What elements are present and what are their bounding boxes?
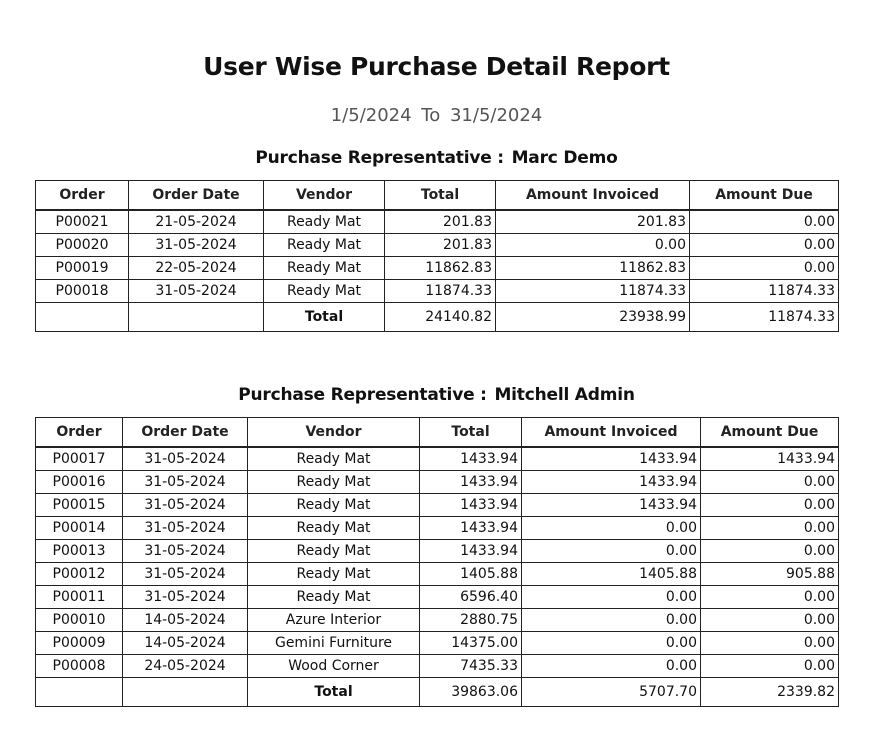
table-row (36, 447, 839, 471)
column-header-amount-invoiced: Amount Invoiced (496, 181, 690, 211)
order-cell: P00009 (36, 632, 123, 655)
table-row (36, 471, 839, 494)
table-row (36, 234, 839, 257)
total-cell: 1433.94 (420, 447, 522, 471)
order-cell: P00016 (36, 471, 123, 494)
section-heading-mitchell-admin (0, 385, 873, 405)
empty-cell (36, 678, 123, 707)
table-header-row (36, 418, 839, 448)
amount-due-cell: 0.00 (701, 471, 839, 494)
amount-due-cell: 0.00 (701, 494, 839, 517)
order-date-cell: 31-05-2024 (123, 563, 248, 586)
order-date-cell: 31-05-2024 (129, 280, 264, 303)
order-cell: P00018 (36, 280, 129, 303)
grand-invoiced-cell: 5707.70 (522, 678, 701, 707)
column-header-total: Total (385, 181, 496, 211)
table-row (36, 517, 839, 540)
date-from: 1/5/2024 (330, 105, 412, 126)
amount-due-cell: 0.00 (690, 257, 839, 280)
vendor-cell: Ready Mat (248, 540, 420, 563)
table-row (36, 632, 839, 655)
table-row (36, 257, 839, 280)
column-header-order-date: Order Date (123, 418, 248, 448)
table-row (36, 655, 839, 678)
order-date-cell: 21-05-2024 (129, 210, 264, 234)
column-header-amount-due: Amount Due (701, 418, 839, 448)
total-cell: 1433.94 (420, 471, 522, 494)
totals-row (36, 303, 839, 332)
amount-due-cell: 0.00 (701, 609, 839, 632)
vendor-cell: Ready Mat (248, 471, 420, 494)
column-header-order: Order (36, 181, 129, 211)
date-separator: To (421, 105, 441, 126)
vendor-cell: Gemini Furniture (248, 632, 420, 655)
empty-cell (123, 678, 248, 707)
column-header-amount-due: Amount Due (690, 181, 839, 211)
empty-cell (129, 303, 264, 332)
total-cell: 1433.94 (420, 540, 522, 563)
amount-invoiced-cell: 0.00 (522, 540, 701, 563)
column-header-amount-invoiced: Amount Invoiced (522, 418, 701, 448)
total-cell: 2880.75 (420, 609, 522, 632)
order-date-cell: 31-05-2024 (123, 494, 248, 517)
amount-due-cell: 0.00 (690, 210, 839, 234)
amount-due-cell: 0.00 (701, 517, 839, 540)
total-cell: 14375.00 (420, 632, 522, 655)
report-title: User Wise Purchase Detail Report (203, 52, 670, 81)
rep-name: Marc Demo (511, 148, 618, 168)
order-date-cell: 31-05-2024 (123, 586, 248, 609)
order-date-cell: 22-05-2024 (129, 257, 264, 280)
vendor-cell: Ready Mat (248, 494, 420, 517)
amount-invoiced-cell: 0.00 (522, 609, 701, 632)
amount-invoiced-cell: 1433.94 (522, 447, 701, 471)
amount-invoiced-cell: 0.00 (522, 517, 701, 540)
table-row (36, 494, 839, 517)
vendor-cell: Wood Corner (248, 655, 420, 678)
total-cell: 11862.83 (385, 257, 496, 280)
amount-invoiced-cell: 11874.33 (496, 280, 690, 303)
column-header-order-date: Order Date (129, 181, 264, 211)
order-date-cell: 14-05-2024 (123, 609, 248, 632)
order-date-cell: 31-05-2024 (123, 517, 248, 540)
order-date-cell: 31-05-2024 (123, 471, 248, 494)
order-cell: P00008 (36, 655, 123, 678)
order-cell: P00010 (36, 609, 123, 632)
grand-due-cell: 2339.82 (701, 678, 839, 707)
table-row (36, 586, 839, 609)
vendor-cell: Ready Mat (264, 280, 385, 303)
grand-total-cell: 24140.82 (385, 303, 496, 332)
column-header-total: Total (420, 418, 522, 448)
column-header-vendor: Vendor (248, 418, 420, 448)
amount-due-cell: 0.00 (701, 540, 839, 563)
totals-row (36, 678, 839, 707)
order-cell: P00017 (36, 447, 123, 471)
vendor-cell: Ready Mat (248, 563, 420, 586)
totals-label: Total (248, 678, 420, 707)
rep-label: Purchase Representative : (238, 385, 487, 405)
table-row (36, 210, 839, 234)
total-cell: 1405.88 (420, 563, 522, 586)
amount-due-cell: 1433.94 (701, 447, 839, 471)
order-cell: P00020 (36, 234, 129, 257)
rep-label: Purchase Representative : (255, 148, 504, 168)
total-cell: 7435.33 (420, 655, 522, 678)
total-cell: 1433.94 (420, 517, 522, 540)
amount-due-cell: 11874.33 (690, 280, 839, 303)
order-cell: P00021 (36, 210, 129, 234)
vendor-cell: Azure Interior (248, 609, 420, 632)
order-cell: P00012 (36, 563, 123, 586)
rep-name: Mitchell Admin (494, 385, 635, 405)
order-cell: P00015 (36, 494, 123, 517)
vendor-cell: Ready Mat (248, 517, 420, 540)
order-cell: P00011 (36, 586, 123, 609)
totals-label: Total (264, 303, 385, 332)
order-cell: P00013 (36, 540, 123, 563)
table-header-row (36, 181, 839, 211)
order-date-cell: 24-05-2024 (123, 655, 248, 678)
amount-invoiced-cell: 1433.94 (522, 494, 701, 517)
order-date-cell: 31-05-2024 (129, 234, 264, 257)
amount-invoiced-cell: 0.00 (522, 632, 701, 655)
amount-due-cell: 905.88 (701, 563, 839, 586)
vendor-cell: Ready Mat (264, 257, 385, 280)
amount-invoiced-cell: 0.00 (496, 234, 690, 257)
column-header-order: Order (36, 418, 123, 448)
vendor-cell: Ready Mat (248, 447, 420, 471)
order-date-cell: 31-05-2024 (123, 447, 248, 471)
date-to: 31/5/2024 (449, 105, 543, 126)
amount-invoiced-cell: 1405.88 (522, 563, 701, 586)
order-cell: P00014 (36, 517, 123, 540)
amount-invoiced-cell: 0.00 (522, 655, 701, 678)
vendor-cell: Ready Mat (264, 210, 385, 234)
order-date-cell: 14-05-2024 (123, 632, 248, 655)
amount-due-cell: 0.00 (690, 234, 839, 257)
amount-due-cell: 0.00 (701, 655, 839, 678)
section-heading-marc-demo (0, 148, 873, 168)
amount-invoiced-cell: 1433.94 (522, 471, 701, 494)
table-row (36, 609, 839, 632)
purchase-table-mitchell-admin (35, 417, 839, 707)
table-row (36, 563, 839, 586)
table-row (36, 280, 839, 303)
amount-due-cell: 0.00 (701, 586, 839, 609)
amount-due-cell: 0.00 (701, 632, 839, 655)
purchase-table-marc-demo (35, 180, 839, 332)
total-cell: 11874.33 (385, 280, 496, 303)
grand-due-cell: 11874.33 (690, 303, 839, 332)
vendor-cell: Ready Mat (264, 234, 385, 257)
order-date-cell: 31-05-2024 (123, 540, 248, 563)
vendor-cell: Ready Mat (248, 586, 420, 609)
table-row (36, 540, 839, 563)
grand-invoiced-cell: 23938.99 (496, 303, 690, 332)
total-cell: 1433.94 (420, 494, 522, 517)
total-cell: 201.83 (385, 234, 496, 257)
total-cell: 201.83 (385, 210, 496, 234)
amount-invoiced-cell: 201.83 (496, 210, 690, 234)
grand-total-cell: 39863.06 (420, 678, 522, 707)
amount-invoiced-cell: 0.00 (522, 586, 701, 609)
empty-cell (36, 303, 129, 332)
total-cell: 6596.40 (420, 586, 522, 609)
amount-invoiced-cell: 11862.83 (496, 257, 690, 280)
column-header-vendor: Vendor (264, 181, 385, 211)
date-range (0, 105, 873, 126)
order-cell: P00019 (36, 257, 129, 280)
